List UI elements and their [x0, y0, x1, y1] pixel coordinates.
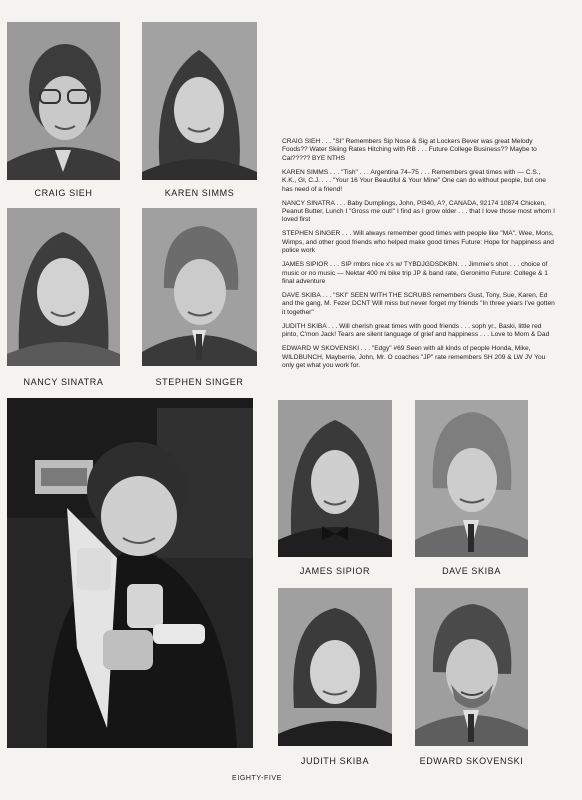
name-caption: STEPHEN SINGER — [155, 377, 244, 387]
portrait-karen-simms — [142, 22, 257, 180]
bio-paragraph: STEPHEN SINGER . . . Will always remember good times with people like "MA", Wee, Mons, Wimps, and other good friends who helped make good times Future: Hope for happiness and police work — [282, 230, 554, 255]
name-caption: CRAIG SIEH — [34, 188, 93, 198]
bio-paragraph: DAVE SKIBA . . . "SKI" SEEN WITH THE SCRUBS remembers Gust, Tony, Sue, Karen, Ed and the gang, M. Fezer DCNT Will miss but never forget my friends "In three years I've gotten it together" — [282, 292, 555, 316]
candid-photo — [7, 398, 253, 748]
portrait-nancy-sinatra — [7, 208, 120, 366]
name-caption: EDWARD SKOVENSKI — [419, 756, 524, 766]
bio-paragraph: KAREN SIMMS . . . "Tish" . . . Argentina 74–75 . . . Remembers great times with — C.S., K.K., Gl, C.J. . . . "Your 16 Your Beautiful & Your Mine" One can do without people, but one has need of a friend! — [282, 168, 546, 193]
name-caption: JUDITH SKIBA — [300, 756, 370, 766]
bio-paragraph: JUDITH SKIBA . . . Will cherish great times with good friends . . . soph yr., Baski, little red pinto, C'mon Jack! Tears are silent language of grief and happiness . . . Love to Mom & Dad — [282, 322, 550, 339]
portrait-dave-skiba — [415, 400, 528, 557]
portrait-craig-sieh — [7, 22, 120, 180]
portrait-judith-skiba — [278, 588, 392, 746]
page-number: EIGHTY-FIVE — [232, 775, 282, 782]
portrait-james-sipior — [278, 400, 392, 557]
name-caption: JAMES SIPIOR — [299, 566, 371, 576]
name-caption: KAREN SIMMS — [164, 188, 235, 198]
bio-paragraph: CRAIG SIEH . . . "SI" Remembers Sip Nose & Sig at Lockers Bever was great Melody Foods?? Water Skiing Rates Hitching with RB . . . Future College Business?? Maybe to Cal????? BYE NTHS — [282, 138, 537, 162]
bio-paragraph: EDWARD W SKOVENSKI . . . "Edgy" #69 Seen with all kinds of people Honda, Mike, WILDBUNCH, Mayberrie, John, Mr. O coaches "JP" rate remembers SH 209 & LW JV You only get what you work for. — [282, 345, 546, 370]
bio-paragraph: NANCY SINATRA . . . Baby Dumplings, John, Pl340, A?, CANADA, 92174 10874 Chicken, Peanut Butter, Lunch I "Gross me out!" I find as I grow older . . . that I love those most whom I loved first — [282, 199, 555, 224]
name-caption: DAVE SKIBA — [442, 566, 501, 576]
senior-bios — [282, 138, 556, 376]
bio-paragraph: JAMES SIPIOR . . . SIP rmbrs nice x's w/ TYBDJGDSDKBN. . . Jimmie's shot . . . choice of music or no music — Nektar 400 mi bike trip JP & band rate, Geronimo Future: College & 1 final adventure — [282, 261, 548, 286]
name-caption: NANCY SINATRA — [23, 377, 104, 387]
portrait-edward-skovenski — [415, 588, 528, 746]
portrait-stephen-singer — [142, 208, 257, 366]
